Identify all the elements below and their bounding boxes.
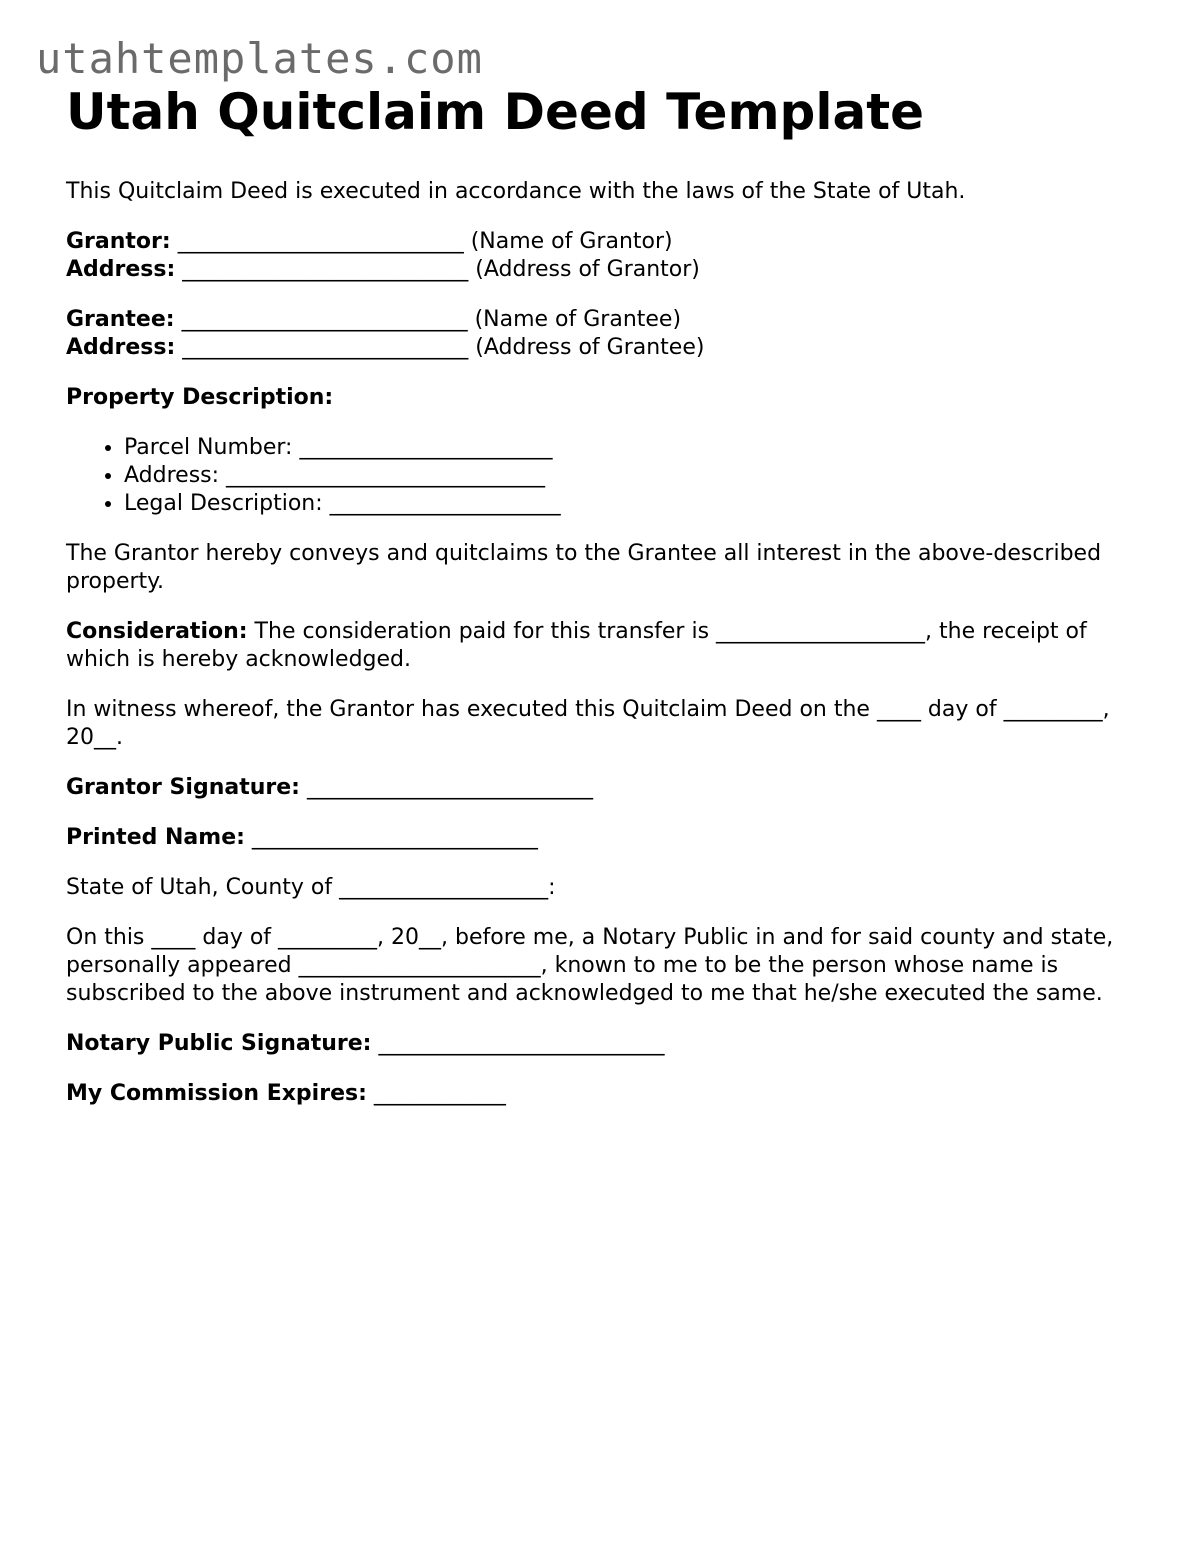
printed-name-field: __________________________ — [244, 825, 538, 850]
grantor-signature-field: __________________________ — [299, 775, 593, 800]
printed-name-line — [66, 824, 1136, 852]
notary-signature-label: Notary Public Signature: — [66, 1031, 372, 1056]
commission-label: My Commission Expires: — [66, 1081, 367, 1106]
page-title: Utah Quitclaim Deed Template — [66, 83, 925, 141]
consideration-text: The consideration paid for this transfer is ___________________, the receipt of which is hereby acknowledged. — [66, 619, 1087, 672]
printed-name-label: Printed Name: — [66, 825, 245, 850]
notary-signature-line — [66, 1030, 1136, 1058]
grantee-address-label: Address: — [66, 335, 176, 360]
consideration-paragraph — [66, 618, 1136, 674]
grantee-name-field: __________________________ (Name of Grantee) — [174, 307, 682, 332]
grantor-name-label: Grantor: — [66, 229, 171, 254]
grantee-address-field: __________________________ (Address of Grantee) — [175, 335, 705, 360]
grantor-signature-line — [66, 774, 1136, 802]
site-watermark: utahtemplates.com — [36, 34, 483, 83]
notary-signature-field: __________________________ — [371, 1031, 665, 1056]
intro-paragraph: This Quitclaim Deed is executed in accordance with the laws of the State of Utah. — [66, 179, 966, 204]
property-list — [66, 434, 1136, 518]
commission-field: ____________ — [366, 1081, 506, 1106]
grantor-name-field: __________________________ (Name of Grantor) — [170, 229, 673, 254]
legal-description-item: • Legal Description: _____________________ — [124, 490, 1136, 518]
witness-paragraph: In witness whereof, the Grantor has executed this Quitclaim Deed on the ____ day of _________, 20__. — [66, 697, 1110, 750]
commission-line — [66, 1080, 1136, 1108]
grantor-address-label: Address: — [66, 257, 176, 282]
grantor-address-field: __________________________ (Address of Grantor) — [175, 257, 700, 282]
document-body — [66, 82, 1136, 1130]
grantor-signature-label: Grantor Signature: — [66, 775, 300, 800]
parcel-number-item: • Parcel Number: _______________________ — [124, 434, 1136, 462]
grantee-block — [66, 306, 1136, 362]
grantor-block — [66, 228, 1136, 284]
property-address-item: • Address: _____________________________ — [124, 462, 1136, 490]
county-line: State of Utah, County of ___________________: — [66, 875, 556, 900]
notary-paragraph: On this ____ day of _________, 20__, before me, a Notary Public in and for said county and state, personally appeared ______________________, known to me to be the person whose name is subscribed to the above instrument and acknowledged to me that he/she executed the same. — [66, 925, 1114, 1006]
property-heading: Property Description: — [66, 385, 334, 410]
grantee-name-label: Grantee: — [66, 307, 175, 332]
conveyance-paragraph: The Grantor hereby conveys and quitclaims to the Grantee all interest in the above-described property. — [66, 541, 1102, 594]
consideration-label: Consideration: — [66, 619, 248, 644]
